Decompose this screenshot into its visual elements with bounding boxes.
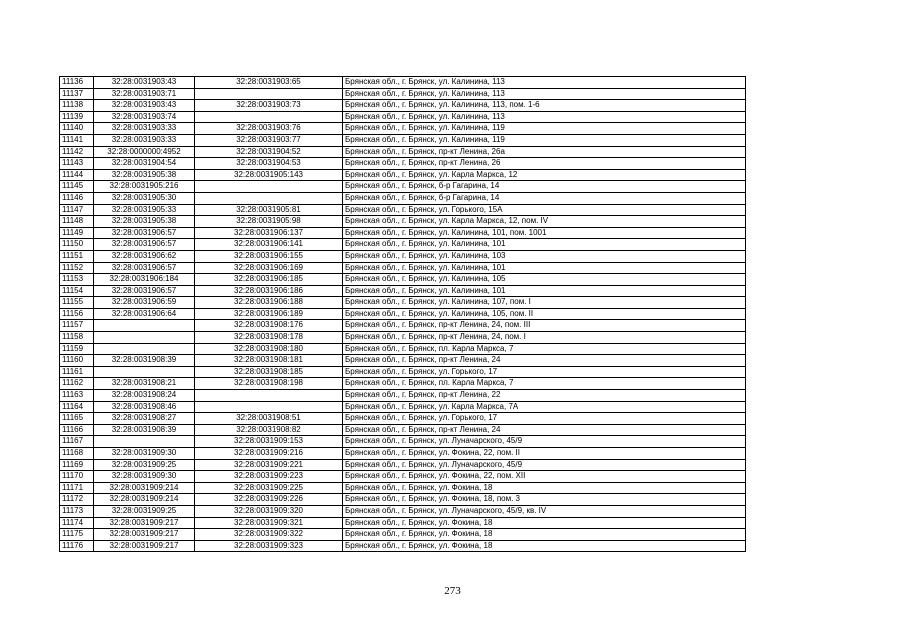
- table-row: [60, 320, 746, 332]
- row-number-cell: 11165: [60, 413, 94, 425]
- cadastral-number-cell: 32:28:0031909:217: [94, 529, 195, 541]
- address-cell: Брянская обл., г. Брянск, ул. Калинина, 101: [343, 239, 746, 251]
- row-number-cell: 11162: [60, 378, 94, 390]
- object-cadastral-number-cell: 32:28:0031908:82: [195, 424, 343, 436]
- cadastral-number-cell: 32:28:0031905:38: [94, 169, 195, 181]
- cadastral-number-cell: [94, 436, 195, 448]
- cadastral-number-cell: 32:28:0031903:71: [94, 88, 195, 100]
- table-row: [60, 169, 746, 181]
- row-number-cell: 11143: [60, 158, 94, 170]
- table-row: [60, 471, 746, 483]
- cadastral-number-cell: 32:28:0031906:184: [94, 274, 195, 286]
- object-cadastral-number-cell: 32:28:0031908:185: [195, 366, 343, 378]
- cadastral-number-cell: 32:28:0031905:216: [94, 181, 195, 193]
- object-cadastral-number-cell: 32:28:0031905:81: [195, 204, 343, 216]
- cadastral-number-cell: 32:28:0031909:214: [94, 494, 195, 506]
- address-cell: Брянская обл., г. Брянск, ул. Фокина, 22, пом. XII: [343, 471, 746, 483]
- table-row: [60, 390, 746, 402]
- cadastral-number-cell: 32:28:0031909:25: [94, 459, 195, 471]
- row-number-cell: 11147: [60, 204, 94, 216]
- address-cell: Брянская обл., г. Брянск, ул. Калинина, 101, пом. 1001: [343, 227, 746, 239]
- row-number-cell: 11136: [60, 77, 94, 89]
- address-cell: Брянская обл., г. Брянск, ул. Луначарского, 45/9: [343, 459, 746, 471]
- cadastral-number-cell: [94, 332, 195, 344]
- table-row: [60, 401, 746, 413]
- row-number-cell: 11164: [60, 401, 94, 413]
- table-row: [60, 482, 746, 494]
- object-cadastral-number-cell: 32:28:0031909:321: [195, 517, 343, 529]
- cadastral-number-cell: 32:28:0031903:33: [94, 134, 195, 146]
- table-row: [60, 343, 746, 355]
- cadastral-number-cell: [94, 343, 195, 355]
- table-row: [60, 540, 746, 552]
- cadastral-number-cell: 32:28:0031905:30: [94, 192, 195, 204]
- row-number-cell: 11171: [60, 482, 94, 494]
- object-cadastral-number-cell: 32:28:0031904:53: [195, 158, 343, 170]
- address-cell: Брянская обл., г. Брянск, ул. Фокина, 18: [343, 482, 746, 494]
- table-row: [60, 529, 746, 541]
- row-number-cell: 11152: [60, 262, 94, 274]
- table-row: [60, 448, 746, 460]
- row-number-cell: 11173: [60, 505, 94, 517]
- table-row: [60, 77, 746, 89]
- row-number-cell: 11144: [60, 169, 94, 181]
- row-number-cell: 11161: [60, 366, 94, 378]
- object-cadastral-number-cell: 32:28:0031908:181: [195, 355, 343, 367]
- object-cadastral-number-cell: 32:28:0031905:98: [195, 216, 343, 228]
- address-cell: Брянская обл., г. Брянск, ул. Калинина, 113, пом. 1-6: [343, 100, 746, 112]
- row-number-cell: 11154: [60, 285, 94, 297]
- object-cadastral-number-cell: 32:28:0031906:137: [195, 227, 343, 239]
- row-number-cell: 11168: [60, 448, 94, 460]
- object-cadastral-number-cell: 32:28:0031908:198: [195, 378, 343, 390]
- row-number-cell: 11149: [60, 227, 94, 239]
- cadastral-number-cell: 32:28:0031909:25: [94, 505, 195, 517]
- object-cadastral-number-cell: 32:28:0031906:155: [195, 250, 343, 262]
- address-cell: Брянская обл., г. Брянск, ул. Калинина, 119: [343, 134, 746, 146]
- address-cell: Брянская обл., г. Брянск, ул. Калинина, 101: [343, 262, 746, 274]
- address-cell: Брянская обл., г. Брянск, ул. Калинина, 107, пом. I: [343, 297, 746, 309]
- address-cell: Брянская обл., г. Брянск, пр-кт Ленина, 22: [343, 390, 746, 402]
- table-row: [60, 134, 746, 146]
- table-row: [60, 494, 746, 506]
- cadastral-number-cell: 32:28:0031903:33: [94, 123, 195, 135]
- object-cadastral-number-cell: 32:28:0031908:178: [195, 332, 343, 344]
- address-cell: Брянская обл., г. Брянск, ул. Луначарского, 45/9: [343, 436, 746, 448]
- address-cell: Брянская обл., г. Брянск, ул. Калинина, 119: [343, 123, 746, 135]
- table-row: [60, 88, 746, 100]
- table-row: [60, 262, 746, 274]
- cadastral-number-cell: 32:28:0031909:217: [94, 517, 195, 529]
- table-row: [60, 413, 746, 425]
- address-cell: Брянская обл., г. Брянск, ул. Калинина, 113: [343, 77, 746, 89]
- cadastral-number-cell: 32:28:0031908:21: [94, 378, 195, 390]
- cadastral-number-cell: [94, 320, 195, 332]
- object-cadastral-number-cell: 32:28:0031909:221: [195, 459, 343, 471]
- address-cell: Брянская обл., г. Брянск, ул. Калинина, 105: [343, 274, 746, 286]
- row-number-cell: 11159: [60, 343, 94, 355]
- address-cell: Брянская обл., г. Брянск, пр-кт Ленина, 26: [343, 158, 746, 170]
- object-cadastral-number-cell: 32:28:0031903:76: [195, 123, 343, 135]
- table-row: [60, 274, 746, 286]
- cadastral-number-cell: 32:28:0031903:43: [94, 77, 195, 89]
- address-cell: Брянская обл., г. Брянск, ул. Калинина, 105, пом. II: [343, 308, 746, 320]
- object-cadastral-number-cell: 32:28:0031906:188: [195, 297, 343, 309]
- row-number-cell: 11151: [60, 250, 94, 262]
- table-row: [60, 216, 746, 228]
- table-row: [60, 158, 746, 170]
- address-cell: Брянская обл., г. Брянск, пр-кт Ленина, 24: [343, 424, 746, 436]
- object-cadastral-number-cell: [195, 192, 343, 204]
- table-row: [60, 204, 746, 216]
- row-number-cell: 11137: [60, 88, 94, 100]
- cadastral-number-cell: 32:28:0031909:30: [94, 448, 195, 460]
- object-cadastral-number-cell: 32:28:0031903:77: [195, 134, 343, 146]
- object-cadastral-number-cell: 32:28:0031909:216: [195, 448, 343, 460]
- address-cell: Брянская обл., г. Брянск, ул. Фокина, 22, пом. II: [343, 448, 746, 460]
- table-row: [60, 378, 746, 390]
- row-number-cell: 11176: [60, 540, 94, 552]
- row-number-cell: 11141: [60, 134, 94, 146]
- cadastral-number-cell: 32:28:0031906:59: [94, 297, 195, 309]
- table-row: [60, 111, 746, 123]
- address-cell: Брянская обл., г. Брянск, ул. Горького, 17: [343, 366, 746, 378]
- address-cell: Брянская обл., г. Брянск, б-р Гагарина, 14: [343, 192, 746, 204]
- object-cadastral-number-cell: 32:28:0031905:143: [195, 169, 343, 181]
- object-cadastral-number-cell: 32:28:0031909:223: [195, 471, 343, 483]
- cadastral-number-cell: 32:28:0031906:57: [94, 239, 195, 251]
- cadastral-number-cell: 32:28:0031905:33: [94, 204, 195, 216]
- table-row: [60, 297, 746, 309]
- address-cell: Брянская обл., г. Брянск, ул. Карла Маркса, 12, пом. IV: [343, 216, 746, 228]
- object-cadastral-number-cell: 32:28:0031906:141: [195, 239, 343, 251]
- object-cadastral-number-cell: 32:28:0031908:51: [195, 413, 343, 425]
- address-cell: Брянская обл., г. Брянск, пл. Карла Маркса, 7: [343, 378, 746, 390]
- cadastral-number-cell: 32:28:0031908:39: [94, 355, 195, 367]
- row-number-cell: 11174: [60, 517, 94, 529]
- row-number-cell: 11150: [60, 239, 94, 251]
- row-number-cell: 11153: [60, 274, 94, 286]
- object-cadastral-number-cell: [195, 401, 343, 413]
- table-row: [60, 239, 746, 251]
- row-number-cell: 11172: [60, 494, 94, 506]
- cadastral-number-cell: 32:28:0031906:57: [94, 285, 195, 297]
- row-number-cell: 11160: [60, 355, 94, 367]
- object-cadastral-number-cell: 32:28:0031904:52: [195, 146, 343, 158]
- table-row: [60, 517, 746, 529]
- object-cadastral-number-cell: 32:28:0031909:323: [195, 540, 343, 552]
- address-cell: Брянская обл., г. Брянск, ул. Калинина, 101: [343, 285, 746, 297]
- address-cell: Брянская обл., г. Брянск, ул. Фокина, 18: [343, 540, 746, 552]
- row-number-cell: 11169: [60, 459, 94, 471]
- table-row: [60, 355, 746, 367]
- cadastral-number-cell: 32:28:0031906:57: [94, 227, 195, 239]
- object-cadastral-number-cell: 32:28:0031908:176: [195, 320, 343, 332]
- table-row: [60, 308, 746, 320]
- cadastral-number-cell: 32:28:0031906:57: [94, 262, 195, 274]
- address-cell: Брянская обл., г. Брянск, ул. Карла Маркса, 12: [343, 169, 746, 181]
- address-cell: Брянская обл., г. Брянск, ул. Луначарского, 45/9, кв. IV: [343, 505, 746, 517]
- row-number-cell: 11148: [60, 216, 94, 228]
- row-number-cell: 11167: [60, 436, 94, 448]
- table-row: [60, 332, 746, 344]
- row-number-cell: 11170: [60, 471, 94, 483]
- table-row: [60, 181, 746, 193]
- address-cell: Брянская обл., г. Брянск, ул. Фокина, 18, пом. 3: [343, 494, 746, 506]
- row-number-cell: 11138: [60, 100, 94, 112]
- table-row: [60, 366, 746, 378]
- address-cell: Брянская обл., г. Брянск, ул. Калинина, 113: [343, 88, 746, 100]
- object-cadastral-number-cell: 32:28:0031906:169: [195, 262, 343, 274]
- address-cell: Брянская обл., г. Брянск, ул. Фокина, 18: [343, 529, 746, 541]
- object-cadastral-number-cell: 32:28:0031903:65: [195, 77, 343, 89]
- object-cadastral-number-cell: [195, 390, 343, 402]
- address-cell: Брянская обл., г. Брянск, ул. Горького, 15А: [343, 204, 746, 216]
- object-cadastral-number-cell: 32:28:0031909:225: [195, 482, 343, 494]
- table-row: [60, 227, 746, 239]
- address-cell: Брянская обл., г. Брянск, ул. Карла Маркса, 7А: [343, 401, 746, 413]
- register-table-body: [60, 77, 746, 552]
- cadastral-number-cell: [94, 366, 195, 378]
- object-cadastral-number-cell: 32:28:0031909:153: [195, 436, 343, 448]
- row-number-cell: 11155: [60, 297, 94, 309]
- table-row: [60, 424, 746, 436]
- cadastral-number-cell: 32:28:0031909:217: [94, 540, 195, 552]
- row-number-cell: 11166: [60, 424, 94, 436]
- object-cadastral-number-cell: 32:28:0031909:320: [195, 505, 343, 517]
- row-number-cell: 11146: [60, 192, 94, 204]
- cadastral-number-cell: 32:28:0031903:43: [94, 100, 195, 112]
- address-cell: Брянская обл., г. Брянск, пр-кт Ленина, 26а: [343, 146, 746, 158]
- address-cell: Брянская обл., г. Брянск, пр-кт Ленина, 24: [343, 355, 746, 367]
- object-cadastral-number-cell: 32:28:0031903:73: [195, 100, 343, 112]
- object-cadastral-number-cell: 32:28:0031909:322: [195, 529, 343, 541]
- table-row: [60, 459, 746, 471]
- cadastral-number-cell: 32:28:0031908:24: [94, 390, 195, 402]
- table-row: [60, 285, 746, 297]
- row-number-cell: 11139: [60, 111, 94, 123]
- address-cell: Брянская обл., г. Брянск, б-р Гагарина, 14: [343, 181, 746, 193]
- cadastral-number-cell: 32:28:0031905:38: [94, 216, 195, 228]
- row-number-cell: 11175: [60, 529, 94, 541]
- row-number-cell: 11163: [60, 390, 94, 402]
- object-cadastral-number-cell: 32:28:0031908:180: [195, 343, 343, 355]
- row-number-cell: 11140: [60, 123, 94, 135]
- object-cadastral-number-cell: [195, 111, 343, 123]
- row-number-cell: 11145: [60, 181, 94, 193]
- row-number-cell: 11157: [60, 320, 94, 332]
- row-number-cell: 11156: [60, 308, 94, 320]
- property-register-table: [59, 76, 746, 552]
- address-cell: Брянская обл., г. Брянск, ул. Калинина, 113: [343, 111, 746, 123]
- cadastral-number-cell: 32:28:0031906:64: [94, 308, 195, 320]
- cadastral-number-cell: 32:28:0031904:54: [94, 158, 195, 170]
- address-cell: Брянская обл., г. Брянск, пл. Карла Маркса, 7: [343, 343, 746, 355]
- object-cadastral-number-cell: 32:28:0031906:186: [195, 285, 343, 297]
- cadastral-number-cell: 32:28:0031903:74: [94, 111, 195, 123]
- cadastral-number-cell: 32:28:0031908:39: [94, 424, 195, 436]
- address-cell: Брянская обл., г. Брянск, пр-кт Ленина, 24, пом. III: [343, 320, 746, 332]
- page-number: 273: [444, 585, 461, 597]
- object-cadastral-number-cell: 32:28:0031906:185: [195, 274, 343, 286]
- table-row: [60, 505, 746, 517]
- object-cadastral-number-cell: [195, 88, 343, 100]
- cadastral-number-cell: 32:28:0000000:4952: [94, 146, 195, 158]
- object-cadastral-number-cell: 32:28:0031906:189: [195, 308, 343, 320]
- table-row: [60, 100, 746, 112]
- row-number-cell: 11142: [60, 146, 94, 158]
- table-row: [60, 123, 746, 135]
- table-row: [60, 192, 746, 204]
- cadastral-number-cell: 32:28:0031909:214: [94, 482, 195, 494]
- object-cadastral-number-cell: 32:28:0031909:226: [195, 494, 343, 506]
- cadastral-number-cell: 32:28:0031909:30: [94, 471, 195, 483]
- row-number-cell: 11158: [60, 332, 94, 344]
- address-cell: Брянская обл., г. Брянск, пр-кт Ленина, 24, пом. I: [343, 332, 746, 344]
- cadastral-number-cell: 32:28:0031908:46: [94, 401, 195, 413]
- object-cadastral-number-cell: [195, 181, 343, 193]
- table-row: [60, 146, 746, 158]
- cadastral-number-cell: 32:28:0031906:62: [94, 250, 195, 262]
- table-row: [60, 250, 746, 262]
- table-row: [60, 436, 746, 448]
- cadastral-number-cell: 32:28:0031908:27: [94, 413, 195, 425]
- address-cell: Брянская обл., г. Брянск, ул. Фокина, 18: [343, 517, 746, 529]
- address-cell: Брянская обл., г. Брянск, ул. Калинина, 103: [343, 250, 746, 262]
- address-cell: Брянская обл., г. Брянск, ул. Горького, 17: [343, 413, 746, 425]
